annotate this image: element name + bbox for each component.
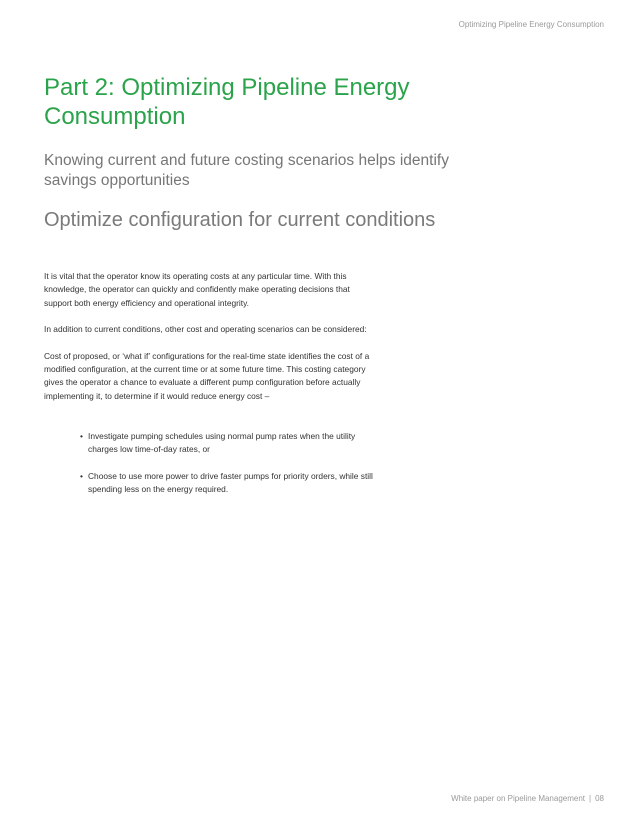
bullet-list bbox=[44, 430, 374, 496]
section-heading: Optimize configuration for current conditions bbox=[44, 209, 436, 231]
bullet-item bbox=[80, 470, 378, 497]
bullet-dot-icon: • bbox=[80, 430, 83, 441]
paragraph: In addition to current conditions, other cost and operating scenarios can be considered: bbox=[44, 324, 367, 335]
bullet-dot-icon: • bbox=[80, 470, 83, 481]
paragraph: It is vital that the operator know its operating costs at any particular time. With this knowledge, the operator can quickly and confidently make operating decisions that support both energy efficiency and operational integrity. bbox=[44, 271, 350, 308]
bullet-text: Choose to use more power to drive faster pumps for priority orders, while still spending less on the energy required. bbox=[88, 470, 373, 495]
bullet-item bbox=[80, 430, 378, 457]
subtitle: Knowing current and future costing scenarios helps identify savings opportunities bbox=[44, 152, 449, 189]
part-title: Part 2: Optimizing Pipeline Energy Consumption bbox=[44, 74, 410, 130]
bullet-text: Investigate pumping schedules using normal pump rates when the utility charges low time-of-day rates, or bbox=[88, 430, 356, 455]
body-text bbox=[44, 270, 374, 510]
footer-separator: | bbox=[589, 794, 592, 803]
footer-document-name: White paper on Pipeline Management bbox=[451, 794, 586, 803]
paragraph: Cost of proposed, or ‘what if’ configurations for the real-time state identifies the cost of a modified configuration, at the current time or at some future time. This costing category gives the operator a chance to evaluate a different pump configuration before actually implementing it, to determine if it would reduce energy cost – bbox=[44, 350, 370, 401]
page-footer bbox=[451, 794, 604, 803]
page-number: 08 bbox=[595, 794, 604, 803]
running-header: Optimizing Pipeline Energy Consumption bbox=[458, 20, 604, 29]
